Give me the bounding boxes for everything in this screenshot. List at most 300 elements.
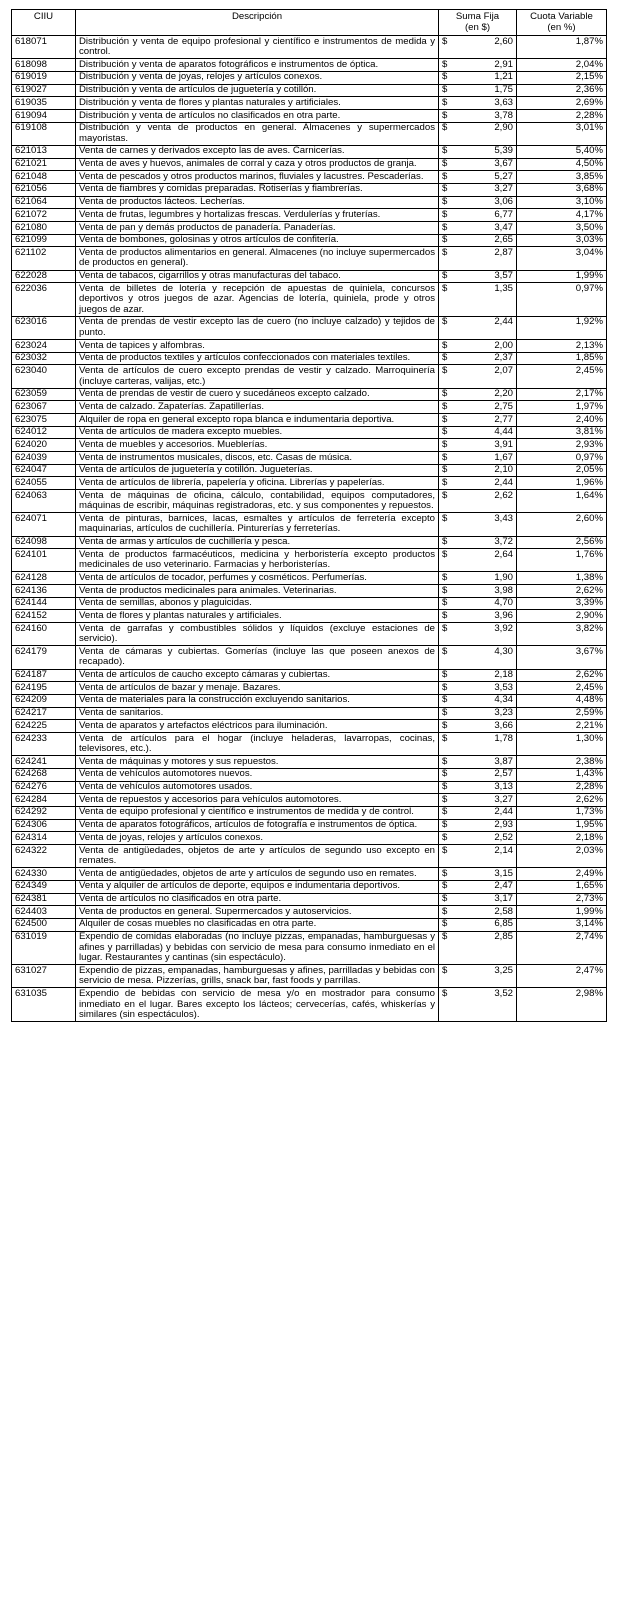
fixed-amount-cell [439,234,517,247]
fixed-amount-value: 1,75 [494,84,513,96]
currency-symbol: $ [442,548,448,560]
ciiu-code-cell: 624225 [12,720,76,733]
currency-symbol: $ [442,819,448,831]
description-cell: Venta de artículos de madera excepto muebles. [76,426,439,439]
description-cell: Venta de artículos de caucho excepto cámaras y cubiertas. [76,669,439,682]
ciiu-code-cell: 624152 [12,610,76,623]
fixed-amount-value: 3,87 [494,755,513,767]
fixed-amount-value: 1,67 [494,451,513,463]
table-row [12,171,607,184]
fixed-amount-cell [439,819,517,832]
ciiu-code-cell: 624144 [12,597,76,610]
fixed-amount-cell [439,414,517,427]
description-cell: Venta de aves y huevos, animales de corral y caza y otros productos de granja. [76,158,439,171]
description-cell: Venta de artículos de tocador, perfumes y cosméticos. Perfumerías. [76,572,439,585]
fixed-amount-cell [439,365,517,388]
currency-symbol: $ [442,707,448,719]
fixed-amount-value: 3,98 [494,584,513,596]
variable-rate-cell: 1,95% [517,819,607,832]
fixed-amount-value: 2,37 [494,352,513,364]
fixed-amount-cell [439,646,517,669]
fixed-amount-cell [439,880,517,893]
ciiu-code-cell: 624160 [12,623,76,646]
fixed-amount-value: 3,78 [494,109,513,121]
table-row [12,694,607,707]
fixed-amount-value: 2,87 [494,246,513,258]
table-row [12,549,607,572]
ciiu-code-cell: 624217 [12,707,76,720]
fixed-amount-cell [439,401,517,414]
fixed-amount-cell [439,452,517,465]
description-cell: Venta de productos lácteos. Lecherías. [76,196,439,209]
fixed-amount-value: 2,90 [494,122,513,134]
variable-rate-cell: 1,99% [517,906,607,919]
variable-rate-cell: 3,85% [517,171,607,184]
fixed-amount-value: 3,57 [494,270,513,282]
description-cell: Venta de billetes de lotería y recepción de apuestas de quiniela, concursos deportivos y otros juegos de azar. Agencias de lotería, quiniela, prode y otros juegos de azar. [76,283,439,317]
variable-rate-cell: 2,62% [517,794,607,807]
variable-rate-cell: 3,10% [517,196,607,209]
ciiu-code-cell: 619027 [12,84,76,97]
description-cell: Venta de garrafas y combustibles sólidos y líquidos (excluye estaciones de servicio). [76,623,439,646]
description-cell: Venta de semillas, abonos y plaguicidas. [76,597,439,610]
ciiu-code-cell: 624268 [12,768,76,781]
currency-symbol: $ [442,196,448,208]
fixed-amount-value: 3,96 [494,610,513,622]
currency-symbol: $ [442,400,448,412]
table-row [12,819,607,832]
currency-symbol: $ [442,597,448,609]
currency-symbol: $ [442,451,448,463]
header-variable-rate: Cuota Variable (en %) [517,10,607,36]
description-cell: Venta de antigüedades, objetos de arte y artículos de segundo uso en remates. [76,868,439,881]
variable-rate-cell: 2,47% [517,965,607,988]
description-cell: Alquiler de ropa en general excepto ropa blanca e indumentaria deportiva. [76,414,439,427]
fixed-amount-value: 3,23 [494,707,513,719]
variable-rate-cell: 2,62% [517,669,607,682]
ciiu-code-cell: 624233 [12,732,76,755]
ciiu-code-cell: 621021 [12,158,76,171]
ciiu-code-cell: 621072 [12,209,76,222]
description-cell: Venta de frutas, legumbres y hortalizas frescas. Verdulerías y fruterías. [76,209,439,222]
table-row [12,439,607,452]
fixed-amount-cell [439,906,517,919]
fixed-amount-cell [439,707,517,720]
variable-rate-cell: 3,01% [517,122,607,145]
description-cell: Venta de productos farmacéuticos, medicina y herboristería excepto productos medicinales de uso veterinario. Farmacias y herboristerías. [76,549,439,572]
variable-rate-cell: 1,97% [517,401,607,414]
ciiu-code-cell: 619108 [12,122,76,145]
fixed-amount-cell [439,794,517,807]
fixed-amount-value: 2,75 [494,400,513,412]
variable-rate-cell: 2,90% [517,610,607,623]
description-cell: Venta de pan y demás productos de panadería. Panaderías. [76,221,439,234]
description-cell: Venta de vehículos automotores nuevos. [76,768,439,781]
ciiu-code-cell: 624039 [12,452,76,465]
variable-rate-cell: 3,14% [517,918,607,931]
ciiu-code-cell: 624020 [12,439,76,452]
ciiu-code-cell: 621048 [12,171,76,184]
description-cell: Venta de productos medicinales para animales. Veterinarias. [76,585,439,598]
ciiu-code-cell: 624322 [12,844,76,867]
description-cell: Venta de productos en general. Supermercados y autoservicios. [76,906,439,919]
ciiu-code-cell: 619019 [12,71,76,84]
fixed-amount-value: 2,44 [494,316,513,328]
currency-symbol: $ [442,426,448,438]
table-row [12,401,607,414]
ciiu-code-cell: 623024 [12,340,76,353]
fixed-amount-cell [439,97,517,110]
fixed-amount-cell [439,36,517,59]
description-cell: Venta de muebles y accesorios. Mueblerías. [76,439,439,452]
description-cell: Venta de artículos de cuero excepto prendas de vestir y calzado. Marroquinería (incluye carteras, valijas, etc.) [76,365,439,388]
fixed-amount-value: 1,35 [494,282,513,294]
description-cell: Venta de máquinas y motores y sus repuestos. [76,756,439,769]
table-row [12,221,607,234]
table-row [12,669,607,682]
ciiu-code-cell: 624284 [12,794,76,807]
table-row [12,209,607,222]
fixed-amount-cell [439,597,517,610]
ciiu-code-cell: 624136 [12,585,76,598]
ciiu-code-cell: 623016 [12,316,76,339]
fixed-amount-cell [439,965,517,988]
description-cell: Venta de tapices y alfombras. [76,340,439,353]
table-row [12,893,607,906]
fixed-amount-value: 3,25 [494,964,513,976]
currency-symbol: $ [442,536,448,548]
table-row [12,247,607,270]
ciiu-code-cell: 624063 [12,490,76,513]
description-cell: Venta de máquinas de oficina, cálculo, contabilidad, equipos computadores, máquinas de escribir, máquinas registradoras, etc. y sus componentes y repuestos. [76,490,439,513]
description-cell: Venta de productos alimentarios en general. Almacenes (no incluye supermercados de productos en general). [76,247,439,270]
fixed-amount-cell [439,694,517,707]
fixed-amount-cell [439,768,517,781]
currency-symbol: $ [442,669,448,681]
description-cell: Venta de pescados y otros productos marinos, fluviales y lacustres. Pescaderías. [76,171,439,184]
ciiu-rates-table [11,9,607,1022]
ciiu-code-cell: 623067 [12,401,76,414]
variable-rate-cell: 1,65% [517,880,607,893]
table-row [12,71,607,84]
currency-symbol: $ [442,96,448,108]
fixed-amount-value: 2,20 [494,388,513,400]
variable-rate-cell: 1,30% [517,732,607,755]
fixed-amount-cell [439,720,517,733]
ciiu-code-cell: 621056 [12,183,76,196]
fixed-amount-value: 2,60 [494,35,513,47]
ciiu-code-cell: 624101 [12,549,76,572]
table-row [12,158,607,171]
fixed-amount-value: 3,92 [494,622,513,634]
description-cell: Venta de artículos de librería, papelería y oficina. Librerías y papelerías. [76,477,439,490]
currency-symbol: $ [442,464,448,476]
ciiu-code-cell: 624403 [12,906,76,919]
description-cell: Expendio de pizzas, empanadas, hamburguesas y afines, parrilladas y bebidas con servicio de mesa. Pizzerías, grills, snack bar, fast foods y parrillas. [76,965,439,988]
fixed-amount-value: 3,91 [494,438,513,450]
table-row [12,122,607,145]
description-cell: Venta de antigüedades, objetos de arte y artículos de segundo uso excepto en remates. [76,844,439,867]
fixed-amount-value: 3,72 [494,536,513,548]
ciiu-code-cell: 624330 [12,868,76,881]
ciiu-code-cell: 618098 [12,59,76,72]
fixed-amount-cell [439,352,517,365]
variable-rate-cell: 1,76% [517,549,607,572]
fixed-amount-value: 3,67 [494,158,513,170]
currency-symbol: $ [442,964,448,976]
fixed-amount-value: 2,93 [494,819,513,831]
currency-symbol: $ [442,489,448,501]
fixed-amount-value: 2,57 [494,768,513,780]
fixed-amount-cell [439,439,517,452]
variable-rate-cell: 3,39% [517,597,607,610]
currency-symbol: $ [442,71,448,83]
description-cell: Venta de calzado. Zapaterías. Zapatillerías. [76,401,439,414]
description-cell: Venta de vehículos automotores usados. [76,781,439,794]
currency-symbol: $ [442,622,448,634]
fixed-amount-cell [439,490,517,513]
fixed-amount-value: 2,52 [494,831,513,843]
description-cell: Venta y alquiler de artículos de deporte, equipos e indumentaria deportivos. [76,880,439,893]
variable-rate-cell: 3,03% [517,234,607,247]
variable-rate-cell: 2,62% [517,585,607,598]
fixed-amount-cell [439,806,517,819]
header-description: Descripción [76,10,439,36]
variable-rate-cell: 5,40% [517,145,607,158]
currency-symbol: $ [442,806,448,818]
ciiu-code-cell: 622036 [12,283,76,317]
fixed-amount-cell [439,270,517,283]
fixed-amount-value: 3,53 [494,681,513,693]
variable-rate-cell: 4,17% [517,209,607,222]
description-cell: Venta de cámaras y cubiertas. Gomerías (incluye las que poseen anexos de recapado). [76,646,439,669]
ciiu-code-cell: 624055 [12,477,76,490]
header-code: CIIU [12,10,76,36]
variable-rate-cell: 2,73% [517,893,607,906]
description-cell: Distribución y venta de equipo profesional y científico e instrumentos de medida y control. [76,36,439,59]
fixed-amount-value: 2,91 [494,58,513,70]
fixed-amount-cell [439,610,517,623]
currency-symbol: $ [442,931,448,943]
variable-rate-cell: 1,87% [517,36,607,59]
table-row [12,352,607,365]
variable-rate-cell: 2,18% [517,832,607,845]
description-cell: Distribución y venta de productos en general. Almacenes y supermercados mayoristas. [76,122,439,145]
fixed-amount-cell [439,59,517,72]
table-row [12,196,607,209]
currency-symbol: $ [442,681,448,693]
table-row [12,59,607,72]
table-row [12,781,607,794]
ciiu-code-cell: 624187 [12,669,76,682]
description-cell: Distribución y venta de artículos no clasificados en otra parte. [76,109,439,122]
variable-rate-cell: 0,97% [517,283,607,317]
variable-rate-cell: 2,21% [517,720,607,733]
ciiu-code-cell: 631027 [12,965,76,988]
description-cell: Venta de bombones, golosinas y otros artículos de confitería. [76,234,439,247]
fixed-amount-cell [439,669,517,682]
variable-rate-cell: 2,05% [517,464,607,477]
variable-rate-cell: 1,64% [517,490,607,513]
description-cell: Venta de materiales para la construcción excluyendo sanitarios. [76,694,439,707]
table-row [12,623,607,646]
fixed-amount-value: 2,14 [494,844,513,856]
fixed-amount-cell [439,781,517,794]
fixed-amount-cell [439,931,517,965]
fixed-amount-value: 2,07 [494,365,513,377]
table-row [12,585,607,598]
ciiu-code-cell: 624179 [12,646,76,669]
table-row [12,536,607,549]
fixed-amount-value: 2,85 [494,931,513,943]
description-cell: Venta de aparatos y artefactos eléctricos para iluminación. [76,720,439,733]
table-row [12,756,607,769]
fixed-amount-cell [439,732,517,755]
currency-symbol: $ [442,880,448,892]
fixed-amount-cell [439,918,517,931]
ciiu-code-cell: 624500 [12,918,76,931]
description-cell: Expendio de bebidas con servicio de mesa y/o en mostrador para consumo inmediato en el lugar. Bares excepto los lácteos; cervecerías, cafés, whiskerías y similares (sin espectáculos). [76,988,439,1022]
ciiu-code-cell: 618071 [12,36,76,59]
fixed-amount-value: 3,52 [494,988,513,1000]
ciiu-code-cell: 621102 [12,247,76,270]
table-row [12,145,607,158]
currency-symbol: $ [442,571,448,583]
variable-rate-cell: 2,93% [517,439,607,452]
table-row [12,610,607,623]
fixed-amount-cell [439,844,517,867]
table-row [12,646,607,669]
fixed-amount-value: 3,17 [494,893,513,905]
ciiu-code-cell: 624012 [12,426,76,439]
fixed-amount-value: 4,30 [494,645,513,657]
table-row [12,97,607,110]
table-row [12,183,607,196]
ciiu-code-cell: 624047 [12,464,76,477]
variable-rate-cell: 2,59% [517,707,607,720]
fixed-amount-value: 1,90 [494,571,513,583]
ciiu-code-cell: 624306 [12,819,76,832]
currency-symbol: $ [442,645,448,657]
description-cell: Venta de artículos para el hogar (incluye heladeras, lavarropas, cocinas, televisores, etc.). [76,732,439,755]
variable-rate-cell: 2,38% [517,756,607,769]
table-row [12,965,607,988]
ciiu-code-cell: 623040 [12,365,76,388]
currency-symbol: $ [442,158,448,170]
fixed-amount-value: 2,44 [494,806,513,818]
ciiu-code-cell: 624195 [12,682,76,695]
ciiu-code-cell: 619035 [12,97,76,110]
fixed-amount-cell [439,109,517,122]
variable-rate-cell: 1,38% [517,572,607,585]
fixed-amount-cell [439,84,517,97]
fixed-amount-value: 2,62 [494,489,513,501]
ciiu-rates-sheet [11,9,606,1022]
variable-rate-cell: 2,49% [517,868,607,881]
ciiu-code-cell: 624128 [12,572,76,585]
currency-symbol: $ [442,413,448,425]
variable-rate-cell: 3,82% [517,623,607,646]
variable-rate-cell: 2,04% [517,59,607,72]
ciiu-code-cell: 624209 [12,694,76,707]
fixed-amount-value: 1,21 [494,71,513,83]
fixed-amount-cell [439,513,517,536]
variable-rate-cell: 2,36% [517,84,607,97]
fixed-amount-cell [439,316,517,339]
description-cell: Venta de repuestos y accesorios para vehículos automotores. [76,794,439,807]
variable-rate-cell: 2,17% [517,388,607,401]
table-row [12,794,607,807]
currency-symbol: $ [442,512,448,524]
table-row [12,868,607,881]
fixed-amount-cell [439,536,517,549]
table-row [12,340,607,353]
fixed-amount-value: 2,64 [494,548,513,560]
table-row [12,513,607,536]
ciiu-code-cell: 624276 [12,781,76,794]
fixed-amount-cell [439,549,517,572]
fixed-amount-cell [439,196,517,209]
fixed-amount-value: 3,27 [494,793,513,805]
currency-symbol: $ [442,584,448,596]
fixed-amount-value: 4,44 [494,426,513,438]
table-row [12,906,607,919]
variable-rate-cell: 2,40% [517,414,607,427]
fixed-amount-value: 2,65 [494,234,513,246]
table-row [12,720,607,733]
table-row [12,477,607,490]
variable-rate-cell: 3,81% [517,426,607,439]
ciiu-code-cell: 624241 [12,756,76,769]
fixed-amount-value: 3,47 [494,221,513,233]
currency-symbol: $ [442,365,448,377]
currency-symbol: $ [442,438,448,450]
variable-rate-cell: 2,13% [517,340,607,353]
fixed-amount-value: 2,18 [494,669,513,681]
table-row [12,832,607,845]
description-cell: Venta de sanitarios. [76,707,439,720]
fixed-amount-value: 3,15 [494,867,513,879]
ciiu-code-cell: 623032 [12,352,76,365]
variable-rate-cell: 2,03% [517,844,607,867]
variable-rate-cell: 3,68% [517,183,607,196]
header-row [12,10,607,36]
description-cell: Venta de fiambres y comidas preparadas. Rotiserías y fiambrerías. [76,183,439,196]
fixed-amount-value: 2,58 [494,905,513,917]
table-row [12,36,607,59]
currency-symbol: $ [442,918,448,930]
fixed-amount-value: 6,77 [494,208,513,220]
fixed-amount-cell [439,623,517,646]
currency-symbol: $ [442,388,448,400]
variable-rate-cell: 2,69% [517,97,607,110]
variable-rate-cell: 2,45% [517,365,607,388]
description-cell: Distribución y venta de joyas, relojes y artículos conexos. [76,71,439,84]
fixed-amount-cell [439,893,517,906]
variable-rate-cell: 3,67% [517,646,607,669]
description-cell: Venta de prendas de vestir excepto las de cuero (no incluye calzado) y tejidos de punto. [76,316,439,339]
table-row [12,414,607,427]
fixed-amount-cell [439,868,517,881]
fixed-amount-value: 5,27 [494,170,513,182]
fixed-amount-cell [439,477,517,490]
fixed-amount-cell [439,183,517,196]
currency-symbol: $ [442,732,448,744]
header-fixed-amount: Suma Fija (en $) [439,10,517,36]
ciiu-code-cell: 624349 [12,880,76,893]
variable-rate-cell: 2,56% [517,536,607,549]
ciiu-code-cell: 623059 [12,388,76,401]
